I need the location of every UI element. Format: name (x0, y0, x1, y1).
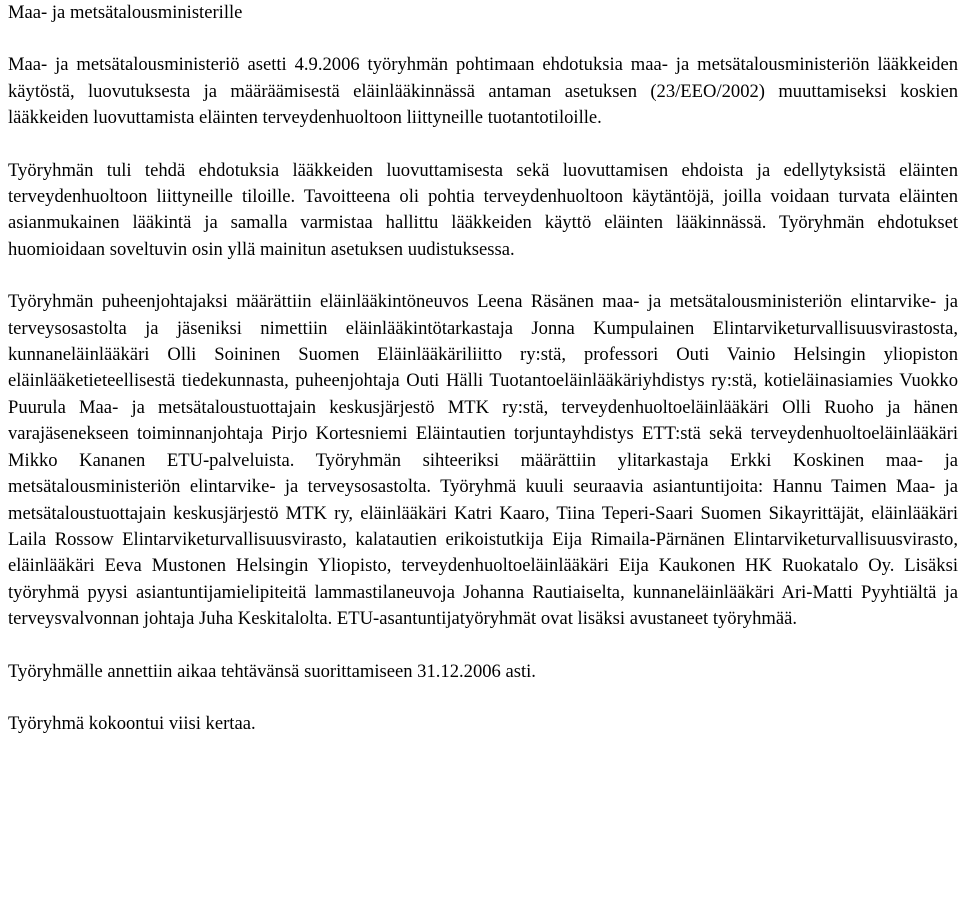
paragraph-task: Työryhmän tuli tehdä ehdotuksia lääkkeiden luovuttamisesta sekä luovuttamisen ehdoista ja edellytyksistä eläinten terveydenhuoltoon liittyneille tiloille. Tavoitteena oli pohtia terveydenhuoltoon käytäntöjä, joilla voidaan turvata eläinten asianmukainen lääkintä ja samalla varmistaa hallittu lääkkeiden käyttö eläinten lääkinnässä. Työryhmän ehdotukset huomioidaan soveltuvin osin yllä mainitun asetuksen uudistuksessa. (8, 159, 958, 260)
paragraph-meetings: Työryhmä kokoontui viisi kertaa. (8, 712, 256, 734)
paragraph-deadline: Työryhmälle annettiin aikaa tehtävänsä suorittamiseen 31.12.2006 asti. (8, 660, 536, 682)
paragraph-appointment: Maa- ja metsätalousministeriö asetti 4.9.2006 työryhmän pohtimaan ehdotuksia maa- ja metsätalousministeriön lääkkeiden käytöstä, luovutuksesta ja määräämisestä eläinlääkinnässä antaman asetuksen (23/EEO/2002) muuttamiseksi koskien lääkkeiden luovuttamista eläinten terveydenhuoltoon liittyneille tuotantotiloille. (8, 54, 958, 129)
document-page (8, 0, 958, 737)
paragraph-members: Työryhmän puheenjohtajaksi määrättiin eläinlääkintöneuvos Leena Räsänen maa- ja metsätalousministeriön elintarvike- ja terveysosastolta ja jäseniksi nimettiin eläinlääkintötarkastaja Jonna Kumpulainen Elintarviketurvallisuusvirastosta, kunnaneläinlääkäri Olli Soininen Suomen Eläinlääkäriliitto ry:stä, professori Outi Vainio Helsingin yliopiston eläinlääketieteellisestä tiedekunnasta, puheenjohtaja Outi Hälli Tuotantoeläinlääkäriyhdistys ry:stä, kotieläinasiamies Vuokko Puurula Maa- ja metsätaloustuottajain keskusjärjestö MTK ry:stä, terveydenhuoltoeläinlääkäri Olli Ruoho ja hänen varajäsenekseen toiminnanjohtaja Pirjo Kortesniemi Eläintautien torjuntayhdistys ETT:stä sekä terveydenhuoltoeläinlääkäri Mikko Kananen ETU-palveluista. Työryhmän sihteeriksi määrättiin ylitarkastaja Erkki Koskinen maa- ja metsätalousministeriön elintarvike- ja terveysosastolta. Työryhmä kuuli seuraavia asiantuntijoita: Hannu Taimen Maa- ja metsätaloustuottajain keskusjärjestö MTK ry, eläinlääkäri Katri Kaaro, Tiina Teperi-Saari Suomen Sikayrittäjät, eläinlääkäri Laila Rossow Elintarviketurvallisuusvirasto, kalatautien erikoistutkija Eija Rimaila-Pärnänen Elintarviketurvallisuusvirasto, eläinlääkäri Eeva Mustonen Helsingin Yliopisto, terveydenhuoltoeläinlääkäri Eija Kaukonen HK Ruokatalo Oy. Lisäksi työryhmä pyysi asiantuntijamielipiteitä lammastilaneuvoja Johanna Rautiaiselta, kunnaneläinlääkäri Ari-Matti Pyyhtiältä ja terveysvalvonnan johtaja Juha Keskitalolta. ETU-asantuntijatyöryhmät ovat lisäksi avustaneet työryhmää. (8, 291, 958, 630)
document-heading: Maa- ja metsätalousministerille (8, 2, 243, 23)
